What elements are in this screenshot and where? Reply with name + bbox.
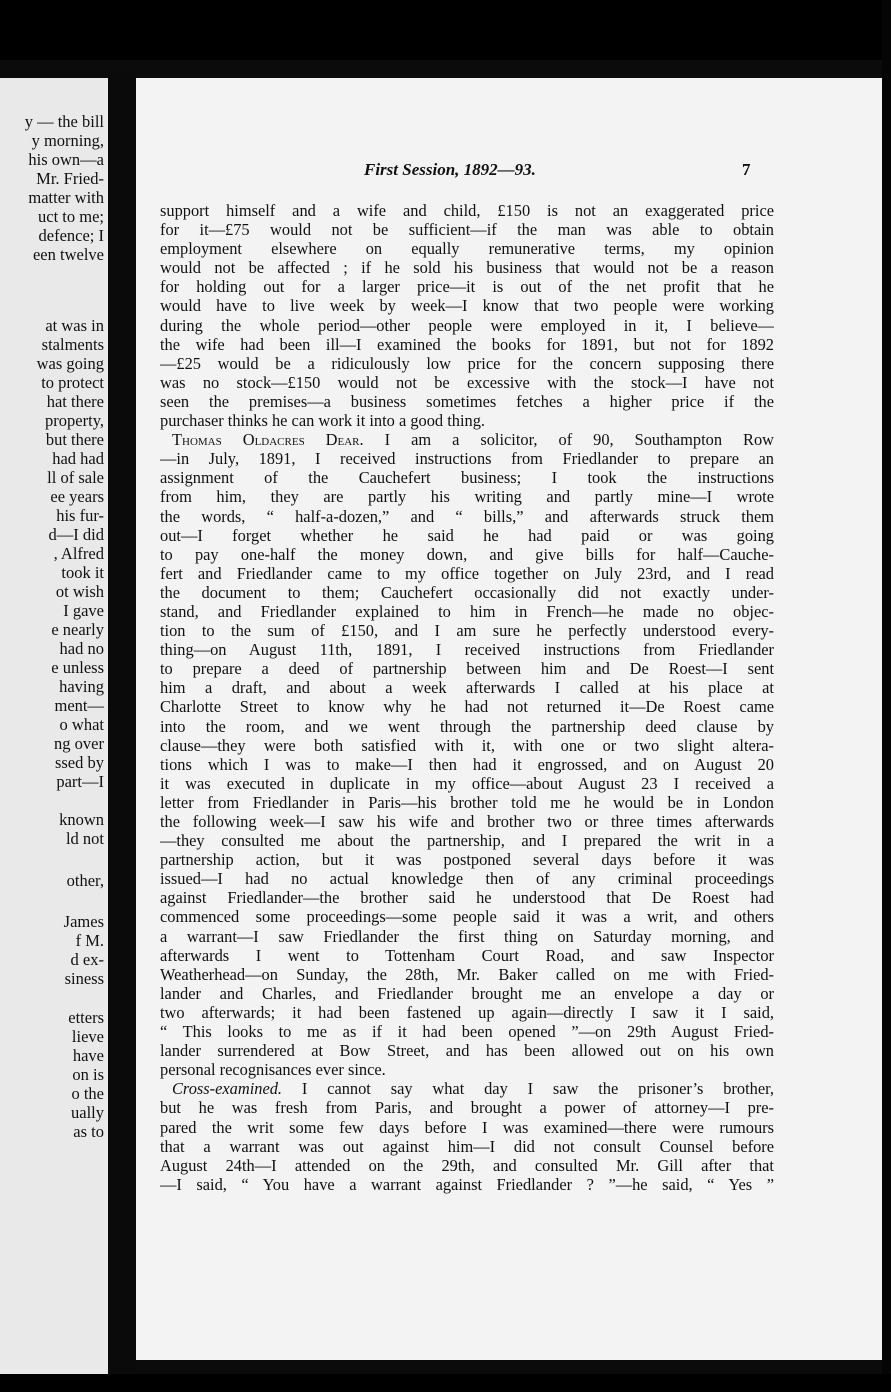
left-page-line: y morning,: [31, 131, 104, 150]
text-run: I am a solicitor, of 90, Southampton Row: [363, 430, 774, 450]
left-page-line: ld not: [65, 829, 104, 848]
text-run: lander and Charles, and Friedlander brought me an envelope a day or: [160, 983, 774, 1003]
text-line: [160, 316, 774, 335]
text-run: would have to live week by week—I know that two people were working: [160, 296, 774, 316]
text-run: Weatherhead—on Sunday, the 28th, Mr. Baker called on me with Fried-: [160, 964, 774, 984]
text-line: [160, 277, 774, 296]
text-run: to pay one-half the money down, and give bills for half—Cauche-: [160, 544, 774, 564]
text-line: [160, 888, 774, 907]
text-run: tion to the sum of £150, and I am sure he perfectly understood every-: [160, 621, 774, 641]
text-line: [160, 201, 774, 220]
text-run: a warrant—I saw Friedlander the first thing on Saturday morning, and: [160, 926, 774, 946]
text-line: [160, 736, 774, 755]
left-page-line: on is: [72, 1065, 104, 1084]
text-line: [160, 1060, 774, 1079]
left-page-line: e unless: [51, 658, 104, 677]
left-page-line: ee years: [50, 487, 104, 506]
left-page-line: but there: [45, 430, 104, 449]
text-line: [160, 793, 774, 812]
text-run: afterwards I went to Tottenham Court Road, and saw Inspector: [160, 945, 774, 965]
text-line: [160, 1098, 774, 1117]
text-line: [160, 659, 774, 678]
text-line: [160, 602, 774, 621]
scanner-background-bottom: [0, 1374, 891, 1392]
text-run: two afterwards; it had been fastened up again—directly I saw it I said,: [160, 1002, 774, 1022]
left-page-line: property,: [45, 411, 104, 430]
text-run: into the room, and we went through the partnership deed clause by: [160, 716, 774, 736]
text-run: pared the writ some few days before I was examined—there were rumours: [160, 1117, 774, 1137]
text-line: [160, 907, 774, 926]
text-line: [160, 984, 774, 1003]
left-page-line: ually: [71, 1103, 104, 1122]
text-line: [160, 812, 774, 831]
left-page-line: was going: [36, 354, 104, 373]
left-page-line: his fur-: [56, 506, 104, 525]
text-line: [160, 755, 774, 774]
text-run: stand, and Friedlander explained to him in French—he made no objec-: [160, 601, 774, 621]
left-page-line: having: [59, 677, 104, 696]
left-page-line: y — the bill: [24, 112, 104, 131]
left-page-line: ment—: [54, 696, 104, 715]
left-page-line: o the: [71, 1084, 104, 1103]
left-page-line: lieve: [71, 1027, 104, 1046]
left-page-line: James: [63, 912, 104, 931]
scanner-background-top: [0, 0, 891, 60]
text-run: for it—£75 would not be sufficient—if the man was able to obtain: [160, 220, 774, 240]
text-run: “ This looks to me as if it had been opened ”—on 29th August Fried-: [160, 1022, 774, 1042]
text-line: [160, 774, 774, 793]
left-page-line: ll of sale: [47, 468, 104, 487]
text-run: the document to them; Cauchefert occasionally did not exactly under-: [160, 582, 774, 602]
text-line: [160, 220, 774, 239]
text-line: [160, 1079, 774, 1098]
text-line: [160, 1041, 774, 1060]
cross-examined-label: Cross-examined.: [172, 1079, 283, 1099]
text-run: assignment of the Cauchefert business; I took the instructions: [160, 468, 774, 488]
text-line: [160, 487, 774, 506]
text-line: [160, 373, 774, 392]
left-page-line: d—I did: [48, 525, 104, 544]
text-line: [160, 354, 774, 373]
text-run: lander surrendered at Bow Street, and has been allowed out on his own: [160, 1041, 774, 1061]
left-page-line: Mr. Fried-: [36, 169, 104, 188]
text-run: letter from Friedlander in Paris—his brother told me he would be in London: [160, 792, 774, 812]
text-line: [160, 449, 774, 468]
text-line: [160, 1003, 774, 1022]
left-page-line: uct to me;: [38, 207, 104, 226]
page-number: 7: [742, 160, 751, 179]
text-line: [160, 927, 774, 946]
left-page-line: to protect: [41, 373, 104, 392]
text-run: —£25 would be a ridiculously low price for the concern supposing there: [160, 353, 774, 373]
left-page-line: had no: [59, 639, 104, 658]
left-page-line: siness: [64, 969, 104, 988]
text-line: [160, 678, 774, 697]
text-line: [160, 526, 774, 545]
left-page-line: matter with: [28, 188, 104, 207]
text-line: [160, 258, 774, 277]
left-page-line: defence; I: [38, 226, 104, 245]
text-line: [160, 869, 774, 888]
text-line: [160, 296, 774, 315]
left-page-line: ot wish: [55, 582, 104, 601]
text-run: tions which I was to make—I then had it engrossed, and on August 20: [160, 754, 774, 774]
text-run: employment elsewhere on equally remunerative terms, my opinion: [160, 239, 774, 259]
left-page-line: o what: [59, 715, 104, 734]
left-page-line: ng over: [54, 734, 104, 753]
text-run: him a draft, and about a week afterwards I called at his place at: [160, 678, 774, 698]
running-head-title: First Session, 1892—93.: [364, 160, 536, 179]
left-page-line: ssed by: [54, 753, 104, 772]
text-line: [160, 946, 774, 965]
text-line: [160, 1175, 774, 1194]
body-text: [160, 201, 774, 1194]
left-page-line: , Alfred: [53, 544, 104, 563]
text-line: [160, 640, 774, 659]
left-page-line: took it: [61, 563, 104, 582]
left-page-fragment: [0, 78, 108, 1374]
left-page-line: hat there: [46, 392, 104, 411]
text-run: to prepare a deed of partnership between him and De Roest—I sent: [160, 659, 774, 679]
text-run: out—I forget whether he said he had paid or was going: [160, 525, 774, 545]
text-line: [160, 468, 774, 487]
text-run: I cannot say what day I saw the prisoner’s brother,: [282, 1079, 774, 1099]
text-run: would not be affected ; if he sold his business that would not be a reason: [160, 258, 774, 278]
left-page-line: een twelve: [32, 245, 104, 264]
text-line: [160, 1118, 774, 1137]
left-page-line: etters: [68, 1008, 104, 1027]
left-page-line: at was in: [45, 316, 104, 335]
text-line: [160, 697, 774, 716]
text-line: [160, 335, 774, 354]
text-line: [160, 1156, 774, 1175]
text-run: against Friedlander—the brother said he understood that De Roest had: [160, 888, 774, 908]
text-run: but he was fresh from Paris, and brought a power of attorney—I pre-: [160, 1098, 774, 1118]
running-head: [136, 160, 882, 184]
left-page-line: have: [72, 1046, 104, 1065]
left-page-line: e nearly: [51, 620, 104, 639]
text-run: —in July, 1891, I received instructions from Friedlander to prepare an: [160, 449, 774, 469]
text-line: [160, 239, 774, 258]
scanner-background-right: [882, 0, 891, 1392]
text-run: seen the premises—a business sometimes fetches a higher price if the: [160, 391, 774, 411]
left-page-line: had had: [52, 449, 104, 468]
left-page-line: stalments: [41, 335, 104, 354]
left-page-line: known: [59, 810, 104, 829]
right-page: [136, 78, 882, 1360]
left-page-line: other,: [66, 871, 104, 890]
text-line: [160, 545, 774, 564]
text-line: [160, 564, 774, 583]
left-page-line: part—I: [56, 772, 104, 791]
text-line: [160, 965, 774, 984]
left-page-line: d ex-: [70, 950, 104, 969]
text-run: Charlotte Street to know why he had not returned it—De Roest came: [160, 697, 774, 717]
text-run: it was executed in duplicate in my office—about August 23 I received a: [160, 773, 774, 793]
text-run: thing—on August 11th, 1891, I received instructions from Friedlander: [160, 640, 774, 660]
text-line: [160, 1137, 774, 1156]
text-line: [160, 621, 774, 640]
left-page-line: his own—a: [28, 150, 104, 169]
text-run: issued—I had no actual knowledge then of any criminal proceedings: [160, 869, 774, 889]
text-run: during the whole period—other people were employed in it, I believe—: [160, 315, 774, 335]
text-line: [160, 507, 774, 526]
text-run: the following week—I saw his wife and brother two or three times afterwards: [160, 812, 774, 831]
text-line: [160, 430, 774, 449]
left-page-line: f M.: [75, 931, 104, 950]
text-run: from him, they are partly his writing and partly mine—I wrote: [160, 487, 774, 507]
text-run: —I said, “ You have a warrant against Friedlander ? ”—he said, “ Yes ”: [160, 1174, 774, 1194]
text-run: purchaser thinks he can work it into a good thing.: [160, 411, 486, 431]
text-run: —they consulted me about the partnership, and I prepared the writ in a: [160, 831, 774, 851]
text-line: [160, 717, 774, 736]
text-run: the wife had been ill—I examined the books for 1891, but not for 1892: [160, 334, 774, 354]
text-line: [160, 850, 774, 869]
text-line: [160, 411, 774, 430]
book-gutter: [108, 70, 136, 1380]
text-run: was no stock—£150 would not be excessive with the stock—I have not: [160, 372, 774, 392]
text-line: [160, 583, 774, 602]
text-line: [160, 831, 774, 850]
text-run: for holding out for a larger price—it is out of the net profit that he: [160, 277, 774, 297]
text-run: August 24th—I attended on the 29th, and consulted Mr. Gill after that: [160, 1155, 774, 1175]
text-line: [160, 392, 774, 411]
text-run: support himself and a wife and child, £150 is not an exaggerated price: [160, 201, 774, 220]
text-run: commenced some proceedings—some people said it was a writ, and others: [160, 907, 774, 927]
text-run: clause—they were both satisfied with it, with one or two slight altera-: [160, 735, 774, 755]
text-run: the words, “ half-a-dozen,” and “ bills,” and afterwards struck them: [160, 506, 774, 526]
text-line: [160, 1022, 774, 1041]
text-run: personal recognisances ever since.: [160, 1060, 386, 1080]
text-run: fert and Friedlander came to my office together on July 23rd, and I read: [160, 563, 774, 583]
text-run: that a warrant was out against him—I did not consult Counsel before: [160, 1136, 774, 1156]
left-page-line: I gave: [63, 601, 104, 620]
left-page-line: as to: [73, 1122, 104, 1141]
text-run: partnership action, but it was postponed several days before it was: [160, 850, 774, 870]
witness-name: Thomas Oldacres Dear.: [172, 430, 364, 450]
